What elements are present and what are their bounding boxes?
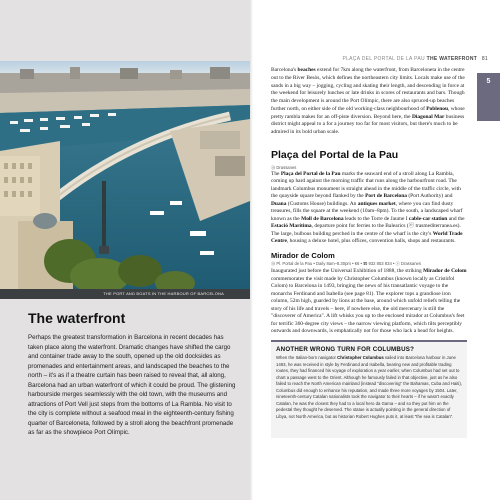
section-title-waterfront: The waterfront (28, 310, 126, 326)
book-gutter (250, 0, 253, 500)
placa-metro-info: ⓜ Drassanes (271, 165, 297, 170)
photo-caption (0, 289, 250, 299)
keyword-world-trade-centre: World Trade Centre (271, 230, 463, 245)
waterfront-intro-paragraph: Perhaps the greatest transformation in Barcelona in recent decades has taken place along the waterfront. Dramatic changes have shifted the cargo and container trade away to the south, opened up the old docksides as promenades and entertainment areas, and landscaped the beaches to the north – it's as if a theatre curtain has been raised to reveal that, all along, Barcelona had an urban waterfront of which it could be proud. The glistening harbourside merges seamlessly with the old town, with the museums and attractions of Port Vell just steps from the bottoms of La Rambla. No visit to the city is complete without a seafood meal in the eighteenth-century fishing quarter of Barceloneta, followed by a stroll along the beachfront promenade as far as the showpiece Port Olímpic. (28, 334, 236, 437)
text-run: Barcelona's (271, 67, 298, 73)
running-head-section: THE WATERFRONT (426, 56, 478, 62)
keyword-cable-car-station: cable-car station (408, 215, 448, 222)
text-run: (Port Authority) and (406, 193, 453, 200)
keyword-duana: Duana (271, 200, 287, 207)
text-run: leads to the Torre de Jaume I (343, 215, 409, 222)
text-run: marks the seaward end of a stroll along La Rambla, coming up hard against the morning traffic that runs along the harbourfront road. The landmark Columbus monument is straight ahead in the middle of the traffic circle, with the quayside square beyond flanked by the (271, 171, 461, 200)
keyword-estacio-maritima: Estació Marítima (271, 223, 312, 230)
web-icon: ⓔ (408, 223, 415, 230)
running-head (342, 56, 488, 62)
sidebar-box-body (276, 355, 462, 420)
text-run: trasmediterranea.es). The large, bulbous building perched in the centre of the wharf is the city's (271, 223, 461, 237)
mirador-paragraph (271, 268, 467, 336)
placa-paragraph (271, 171, 467, 246)
text-run: , housing a deluxe hotel, plus offices, convention halls, shops and restaurants. (286, 238, 456, 245)
text-run: Inaugurated just before the Universal Exhibition of 1888, the striking (271, 268, 424, 274)
beaches-paragraph (271, 67, 467, 137)
keyword-placa: Plaça del Portal de la Pau (280, 171, 341, 177)
chapter-tab: 5 (477, 73, 500, 121)
text-run: sailed into Barcelona harbour in June 1493, he was received in style by Ferdinand and Isabella, bearing new and profitable trading routes, they had financed his voyage of exploration a year earlier, when Columbus had set out to chart a passage west to the Orient. Although he famously failed in that objective, just as he also failed to reach the North American mainland (instead "discovering" the Bahamas, Cuba and Haiti), Columbus did enough to enhance his reputation, and made three more voyages by 1504. Later, nineteenth-century Catalan nationalists took the navigator to their hearts – if he wasn't exactly Catalan, he was the closest they had to a local hero da Gama – and so they put him on the pedestal they thought he deserved. The statue is actually pointing in the general direction of Libya, not North America, but as historian Robert Hughes puts it, at least "the sea is Catalan". (276, 355, 463, 419)
harbour-photo (0, 61, 250, 289)
harbour-photo-illustration (0, 61, 250, 289)
keyword-mirador-de-colom: Mirador de Colom (423, 268, 467, 274)
text-run: , where you can find dusty treasures, fills the square at the weekend (10am–8pm). To the south, a landscaped wharf known as the (271, 200, 463, 222)
text-run: When the Italian-born navigator (276, 355, 338, 360)
text-run: The (271, 171, 281, 177)
keyword-poblenou: Poblenou (426, 105, 448, 112)
text-run: business district might appeal to a for a journey too far for most visitors, but there's much to be admired in its bold urban scale. (271, 113, 465, 135)
keyword-antiques-market: antiques market (357, 200, 396, 207)
text-run: and the (447, 215, 465, 222)
photo-caption-text: THE PORT AND BOATS IN THE HARBOUR OF BARCELONA (103, 291, 224, 296)
keyword-port-de-barcelona: Port de Barcelona (365, 193, 407, 200)
keyword-christopher-columbus: Christopher Columbus (337, 355, 384, 360)
heading-mirador-de-colom: Mirador de Colom (271, 251, 335, 260)
mirador-visitor-info: ⓜ Pl. Portal de la Pau • Daily 8am–8.30pm • €6 • ☎ 932 853 834 • ⓔ Drassanes (271, 261, 421, 266)
keyword-diagonal-mar: Diagonal Mar (411, 113, 445, 120)
heading-placa-portal-de-la-pau: Plaça del Portal de la Pau (271, 149, 399, 161)
sidebar-box-title: ANOTHER WRONG TURN FOR COLUMBUS? (276, 346, 415, 353)
keyword-moll-de-barcelona: Moll de Barcelona (301, 215, 344, 222)
keyword-beaches: beaches (297, 67, 316, 73)
page-number: 81 (481, 56, 488, 62)
text-run: , departure point for ferries to the Balearics ( (311, 223, 409, 230)
text-run: , whose pretty rambla makes for an off-piste diversion. Beyond here, the (271, 105, 465, 120)
running-head-prefix: PLAÇA DEL PORTAL DE LA PAU (342, 56, 425, 62)
text-run: (Customs House) buildings. An (286, 200, 358, 207)
text-run: commemorates the visit made by Christopher Columbus (known locally as Cristòfol Colom) to Barcelona in 1493, bringing the news of his transatlantic voyage to the monarchs Ferdinand and Isabella (see page 81). The explorer tops a grandiose iron column, 52m high, guarded by lions at the base, around which unfold reliefs telling the story of his life and travels – here, if nowhere else, the old mercenary is still the "discoverer of America". A lift whisks you up to the enclosed mirador at Columbus's feet for terrific 360-degree city views – the narrow viewing platform, which tilts perceptibly outwards and downwards, is emphatically not for those who lack a head for heights. (271, 275, 465, 335)
text-run: extend for 7km along the waterfront, from Barceloneta in the centre out to the River Besòs, which defines the northeastern city limits. Locals make use of the sands in a big way – jogging, cycling and skating their length, and descending in force at the weekend for leisurely lunches or late drinks in scores of restaurants and bars. Though the main development is around the Port Olímpic, there are also spruced-up beaches further north, on either side of the old working-class neighbourhood of (271, 67, 465, 112)
sidebar-box-columbus (271, 340, 467, 438)
